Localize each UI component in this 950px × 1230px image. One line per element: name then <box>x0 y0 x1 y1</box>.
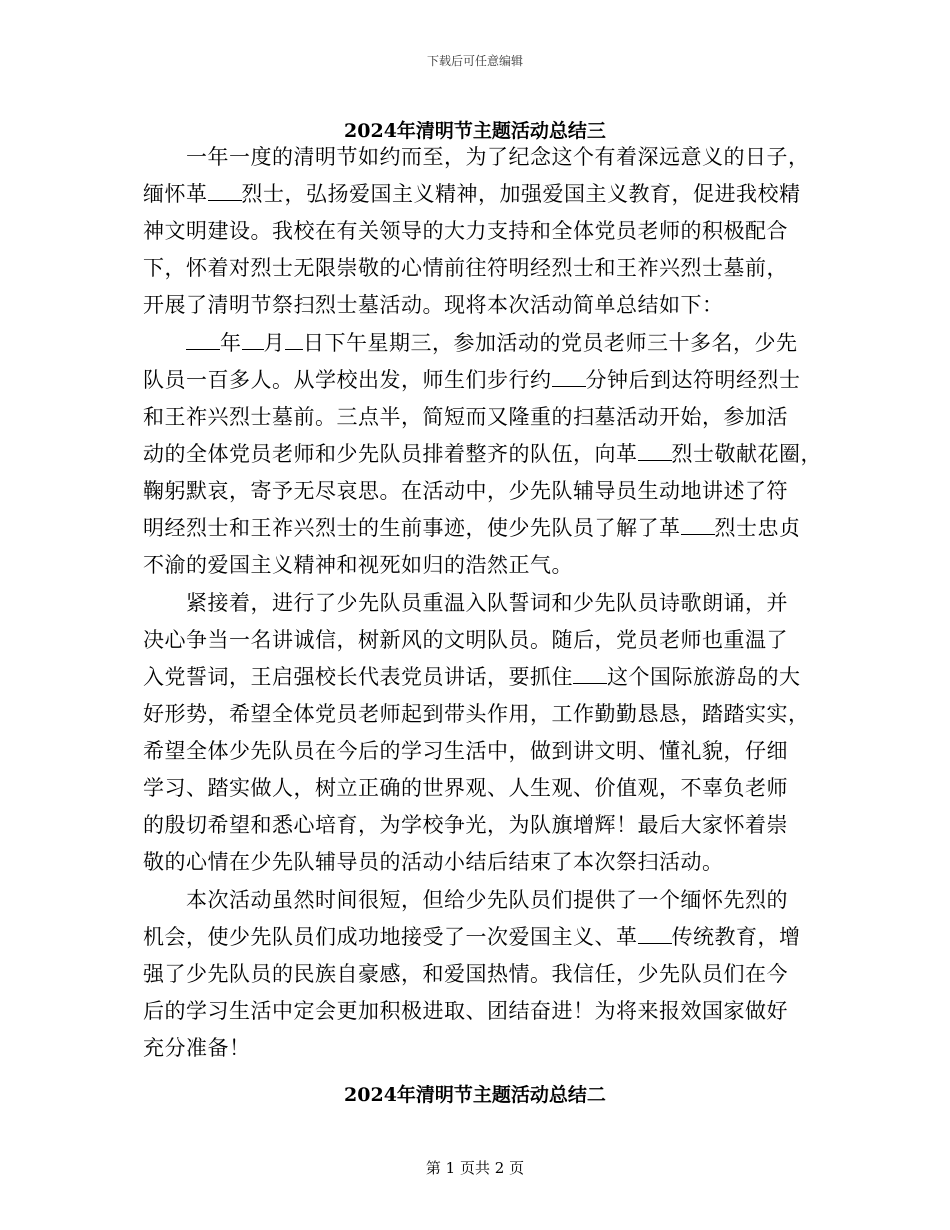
body-text-segment: 神文明建设。我校在有关领导的大力支持和全体党员老师的积极配合 <box>143 219 788 243</box>
fill-blank <box>638 925 672 944</box>
body-text-segment: 烈士，弘扬爱国主义精神，加强爱国主义教育，促进我校精 <box>241 182 801 206</box>
body-line <box>143 438 822 470</box>
body-line <box>143 1032 251 1064</box>
body-line <box>143 698 810 730</box>
body-text-segment: 这个国际旅游岛的大 <box>607 665 801 689</box>
body-line <box>143 475 788 507</box>
body-line <box>186 327 798 359</box>
body-text-segment: 入党誓词，王启强校长代表党员讲话，要抓住 <box>143 665 573 689</box>
body-text-segment: 强了少先队员的民族自豪感，和爱国热情。我信任，少先队员们在今 <box>143 962 788 986</box>
body-text-segment: 月 <box>263 331 285 355</box>
fill-blank <box>208 182 242 201</box>
body-text-segment: 烈士敬献花圈， <box>671 442 822 466</box>
body-text-segment: 决心争当一名讲诚信，树新风的文明队员。随后，党员老师也重温了 <box>143 628 788 652</box>
document-title: 2024年清明节主题活动总结三 <box>344 120 606 142</box>
body-text-segment: 后的学习生活中定会更加积极进取、团结奋进！为将来报效国家做好 <box>143 999 788 1023</box>
body-text-segment: 分钟后到达符明经烈士 <box>585 368 801 392</box>
page-header: 下载后可任意编辑 <box>426 54 523 68</box>
body-text-segment: 明经烈士和王祚兴烈士的生前事迹，使少先队员了解了革 <box>143 516 681 540</box>
body-text-segment: 充分准备！ <box>143 1036 251 1060</box>
body-line <box>186 884 788 916</box>
body-line <box>143 958 788 990</box>
body-line <box>143 178 801 210</box>
body-line <box>143 772 788 804</box>
body-line <box>143 289 724 321</box>
page-footer: 第 1 页共 2 页 <box>425 1159 525 1177</box>
body-line <box>143 364 801 396</box>
body-text-segment: 敬的心情在少先队辅导员的活动小结后结束了本次祭扫活动。 <box>143 850 724 874</box>
body-text-segment: 一年一度的清明节如约而至，为了纪念这个有着深远意义的日子， <box>186 145 810 169</box>
body-text-segment: 下，怀着对烈士无限崇敬的心情前往符明经烈士和王祚兴烈士墓前， <box>143 256 788 280</box>
body-text-segment: 传统教育，增 <box>671 925 801 949</box>
fill-blank <box>638 442 672 461</box>
body-text-segment: 和王祚兴烈士墓前。三点半，简短而又隆重的扫墓活动开始，参加活 <box>143 405 788 429</box>
body-text-segment: 队员一百多人。从学校出发，师生们步行约 <box>143 368 552 392</box>
body-line <box>143 661 801 693</box>
body-text-segment: 本次活动虽然时间很短，但给少先队员们提供了一个缅怀先烈的 <box>186 888 788 912</box>
next-section-title: 2024年清明节主题活动总结二 <box>344 1084 606 1106</box>
body-line <box>143 252 788 284</box>
body-line <box>143 215 788 247</box>
fill-blank <box>573 665 607 684</box>
body-line <box>143 624 788 656</box>
fill-blank <box>242 331 264 350</box>
body-line <box>186 587 788 619</box>
body-text-segment: 紧接着，进行了少先队员重温入队誓词和少先队员诗歌朗诵，并 <box>186 591 788 615</box>
body-text-segment: 机会，使少先队员们成功地接受了一次爱国主义、革 <box>143 925 638 949</box>
body-text-segment: 好形势，希望全体党员老师起到带头作用，工作勤勤恳恳，踏踏实实， <box>143 702 810 726</box>
fill-blank <box>285 331 303 350</box>
body-text-segment: 烈士忠贞 <box>714 516 801 540</box>
body-line <box>143 921 801 953</box>
body-line <box>143 809 788 841</box>
body-line <box>143 512 801 544</box>
body-line <box>143 995 788 1027</box>
fill-blank <box>552 368 586 387</box>
body-text-segment: 开展了清明节祭扫烈士墓活动。现将本次活动简单总结如下： <box>143 293 724 317</box>
body-text-segment: 不渝的爱国主义精神和视死如归的浩然正气。 <box>143 553 573 577</box>
body-text-segment: 希望全体少先队员在今后的学习生活中，做到讲文明、懂礼貌，仔细 <box>143 739 788 763</box>
body-line <box>186 141 810 173</box>
body-text-segment: 日下午星期三，参加活动的党员老师三十多名，少先 <box>303 331 798 355</box>
body-line <box>143 401 788 433</box>
body-line <box>143 735 788 767</box>
body-text-segment: 缅怀革 <box>143 182 208 206</box>
body-text-segment: 鞠躬默哀，寄予无尽哀思。在活动中，少先队辅导员生动地讲述了符 <box>143 479 788 503</box>
body-text-segment: 年 <box>220 331 242 355</box>
fill-blank <box>681 516 715 535</box>
body-text-segment: 的殷切希望和悉心培育，为学校争光，为队旗增辉！最后大家怀着崇 <box>143 813 788 837</box>
fill-blank <box>186 331 220 350</box>
body-text-segment: 学习、踏实做人，树立正确的世界观、人生观、价值观，不辜负老师 <box>143 776 788 800</box>
body-text-segment: 动的全体党员老师和少先队员排着整齐的队伍，向革 <box>143 442 638 466</box>
body-line <box>143 549 573 581</box>
body-line <box>143 846 724 878</box>
